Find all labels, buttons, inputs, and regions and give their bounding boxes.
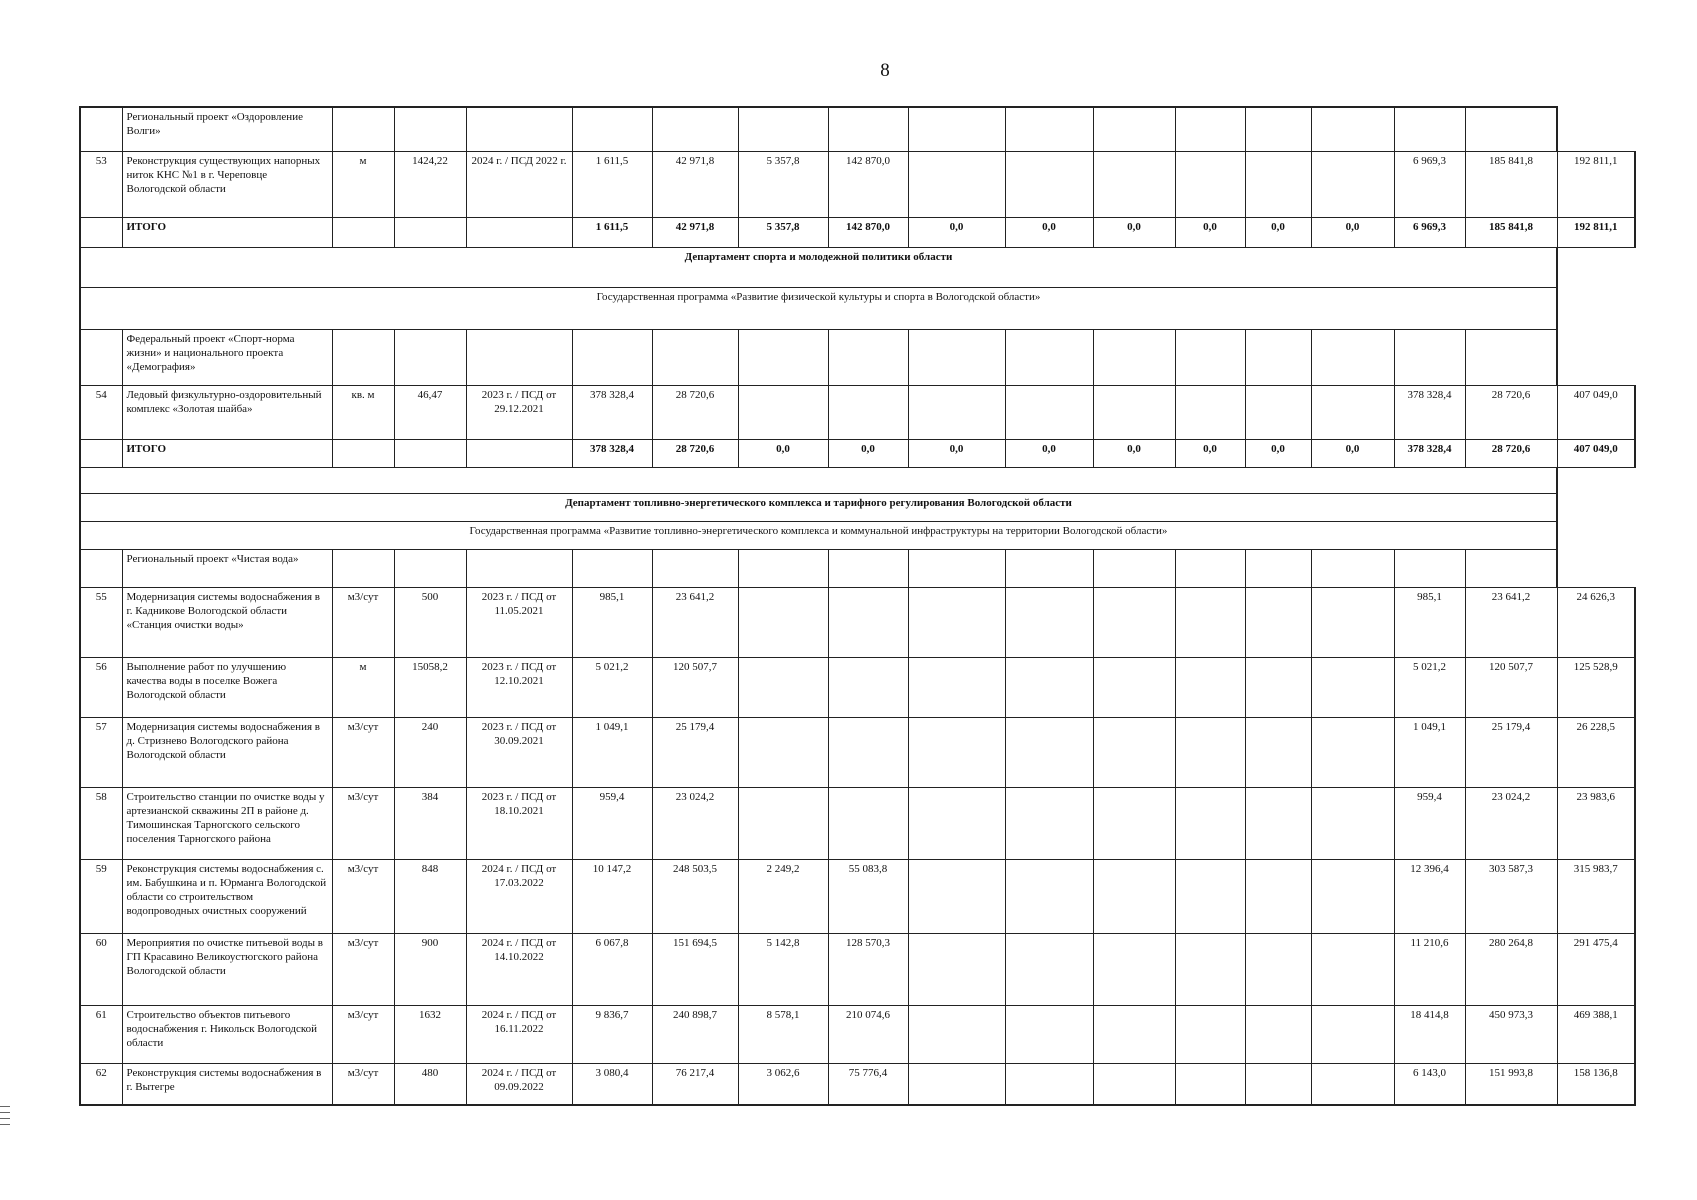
value-cell	[828, 787, 908, 859]
value-cell: 24 626,3	[1557, 587, 1635, 657]
empty-cell	[394, 329, 466, 385]
term-cell: 2023 г. / ПСД от 12.10.2021	[466, 657, 572, 717]
value-cell	[1093, 385, 1175, 439]
value-cell	[1245, 933, 1311, 1005]
value-cell: 151 694,5	[652, 933, 738, 1005]
table-row	[80, 657, 1635, 717]
total-value-cell: 0,0	[1175, 439, 1245, 467]
value-cell	[738, 587, 828, 657]
value-cell	[1311, 151, 1394, 217]
total-value-cell: 192 811,1	[1557, 217, 1635, 247]
row-number-cell: 54	[80, 385, 122, 439]
value-cell: 1 049,1	[572, 717, 652, 787]
total-value-cell: 407 049,0	[1557, 439, 1635, 467]
project-name: Региональный проект «Чистая вода»	[122, 549, 332, 587]
value-cell	[738, 717, 828, 787]
empty-cell	[1311, 329, 1394, 385]
value-cell: 9 836,7	[572, 1005, 652, 1063]
empty-cell	[1175, 549, 1245, 587]
empty-cell	[828, 329, 908, 385]
empty-cell	[332, 329, 394, 385]
value-cell	[1005, 717, 1093, 787]
investment-table	[79, 106, 1636, 1106]
value-cell	[1245, 859, 1311, 933]
value-cell: 25 179,4	[652, 717, 738, 787]
value-cell: 28 720,6	[1465, 385, 1557, 439]
value-cell	[738, 657, 828, 717]
value-cell: 407 049,0	[1557, 385, 1635, 439]
row-number-cell: 58	[80, 787, 122, 859]
term-cell: 2023 г. / ПСД от 18.10.2021	[466, 787, 572, 859]
table-row	[80, 1063, 1635, 1105]
empty-cell	[1394, 329, 1465, 385]
empty-cell	[394, 107, 466, 151]
empty-cell	[1005, 549, 1093, 587]
department-heading: Департамент спорта и молодежной политики области	[80, 247, 1557, 287]
row-number-cell: 62	[80, 1063, 122, 1105]
value-cell: 6 143,0	[1394, 1063, 1465, 1105]
value-cell	[1245, 787, 1311, 859]
value-cell: 1 611,5	[572, 151, 652, 217]
value-cell: 76 217,4	[652, 1063, 738, 1105]
total-value-cell: 0,0	[1311, 217, 1394, 247]
empty-cell	[1311, 107, 1394, 151]
value-cell: 75 776,4	[828, 1063, 908, 1105]
project-name: Федеральный проект «Спорт-норма жизни» и национального проекта «Демография»	[122, 329, 332, 385]
empty-cell	[738, 549, 828, 587]
empty-cell	[1465, 107, 1557, 151]
object-name-cell: Строительство станции по очистке воды у артезианской скважины 2П в районе д. Тимошинская Тарногского сельского поселения Тарногского района	[122, 787, 332, 859]
value-cell	[1311, 933, 1394, 1005]
value-cell	[1093, 787, 1175, 859]
empty-cell	[1245, 329, 1311, 385]
unit-cell: м3/сут	[332, 859, 394, 933]
unit-cell: м3/сут	[332, 933, 394, 1005]
value-cell	[908, 385, 1005, 439]
empty-cell	[908, 549, 1005, 587]
value-cell	[1175, 587, 1245, 657]
capacity-cell: 15058,2	[394, 657, 466, 717]
spacer-row	[80, 467, 1635, 493]
value-cell	[1245, 717, 1311, 787]
empty-cell	[738, 329, 828, 385]
empty-cell	[1394, 549, 1465, 587]
total-value-cell: 0,0	[1005, 217, 1093, 247]
object-name-cell: Строительство объектов питьевого водоснабжения г. Никольск Вологодской области	[122, 1005, 332, 1063]
value-cell	[1005, 385, 1093, 439]
total-value-cell: 0,0	[1093, 217, 1175, 247]
value-cell	[1093, 1005, 1175, 1063]
value-cell	[1175, 1005, 1245, 1063]
total-value-cell: 142 870,0	[828, 217, 908, 247]
program-heading: Государственная программа «Развитие топливно-энергетического комплекса и коммунальной инфраструктуры на территории Вологодской области»	[80, 521, 1557, 549]
value-cell	[1311, 787, 1394, 859]
value-cell	[1093, 859, 1175, 933]
section-banner-row	[80, 521, 1635, 549]
empty-cell	[652, 549, 738, 587]
empty-cell	[1175, 107, 1245, 151]
value-cell: 5 021,2	[1394, 657, 1465, 717]
table-row	[80, 1005, 1635, 1063]
value-cell: 3 080,4	[572, 1063, 652, 1105]
capacity-cell: 240	[394, 717, 466, 787]
total-value-cell: 0,0	[1093, 439, 1175, 467]
table-row	[80, 151, 1635, 217]
value-cell	[1175, 859, 1245, 933]
empty-cell	[332, 439, 394, 467]
value-cell	[1311, 717, 1394, 787]
value-cell: 450 973,3	[1465, 1005, 1557, 1063]
capacity-cell: 384	[394, 787, 466, 859]
value-cell	[1245, 1005, 1311, 1063]
unit-cell: м3/сут	[332, 787, 394, 859]
empty-cell	[466, 439, 572, 467]
value-cell	[1245, 385, 1311, 439]
value-cell: 151 993,8	[1465, 1063, 1557, 1105]
total-row	[80, 217, 1635, 247]
total-value-cell: 0,0	[738, 439, 828, 467]
total-value-cell: 378 328,4	[1394, 439, 1465, 467]
table-row	[80, 859, 1635, 933]
empty-cell	[1093, 329, 1175, 385]
value-cell	[1245, 587, 1311, 657]
value-cell	[1175, 933, 1245, 1005]
value-cell: 23 983,6	[1557, 787, 1635, 859]
value-cell: 378 328,4	[1394, 385, 1465, 439]
value-cell	[1311, 385, 1394, 439]
value-cell	[1311, 1005, 1394, 1063]
capacity-cell: 1632	[394, 1005, 466, 1063]
value-cell: 23 024,2	[652, 787, 738, 859]
empty-cell	[332, 549, 394, 587]
value-cell: 120 507,7	[652, 657, 738, 717]
row-number-cell	[80, 439, 122, 467]
value-cell	[1093, 1063, 1175, 1105]
unit-cell: м	[332, 657, 394, 717]
section-banner-row	[80, 287, 1635, 329]
term-cell: 2024 г. / ПСД 2022 г.	[466, 151, 572, 217]
value-cell	[1005, 151, 1093, 217]
term-cell: 2023 г. / ПСД от 30.09.2021	[466, 717, 572, 787]
value-cell	[1175, 717, 1245, 787]
value-cell: 55 083,8	[828, 859, 908, 933]
object-name-cell: Выполнение работ по улучшению качества воды в поселке Вожега Вологодской области	[122, 657, 332, 717]
empty-cell	[908, 329, 1005, 385]
total-label: ИТОГО	[122, 439, 332, 467]
value-cell: 315 983,7	[1557, 859, 1635, 933]
empty-cell	[394, 549, 466, 587]
unit-cell: м3/сут	[332, 717, 394, 787]
value-cell: 291 475,4	[1557, 933, 1635, 1005]
row-number-cell	[80, 549, 122, 587]
total-value-cell: 0,0	[908, 439, 1005, 467]
value-cell: 8 578,1	[738, 1005, 828, 1063]
value-cell	[1005, 587, 1093, 657]
section-banner-row	[80, 493, 1635, 521]
empty-cell	[1005, 329, 1093, 385]
empty-cell	[466, 107, 572, 151]
row-number-cell: 53	[80, 151, 122, 217]
term-cell: 2024 г. / ПСД от 17.03.2022	[466, 859, 572, 933]
unit-cell: м3/сут	[332, 1063, 394, 1105]
value-cell	[1005, 859, 1093, 933]
total-value-cell: 28 720,6	[1465, 439, 1557, 467]
value-cell: 5 357,8	[738, 151, 828, 217]
table-row	[80, 787, 1635, 859]
row-number-cell	[80, 329, 122, 385]
empty-cell	[1465, 329, 1557, 385]
value-cell	[1245, 1063, 1311, 1105]
value-cell: 120 507,7	[1465, 657, 1557, 717]
value-cell: 3 062,6	[738, 1063, 828, 1105]
value-cell: 25 179,4	[1465, 717, 1557, 787]
empty-cell	[1093, 107, 1175, 151]
empty-cell	[652, 329, 738, 385]
empty-cell	[572, 329, 652, 385]
value-cell: 303 587,3	[1465, 859, 1557, 933]
object-name-cell: Ледовый физкультурно-оздоровительный комплекс «Золотая шайба»	[122, 385, 332, 439]
row-number-cell	[80, 217, 122, 247]
row-number-cell: 57	[80, 717, 122, 787]
table-row	[80, 717, 1635, 787]
value-cell	[738, 385, 828, 439]
object-name-cell: Мероприятия по очистке питьевой воды в ГП Красавино Великоустюгского района Вологодской области	[122, 933, 332, 1005]
term-cell: 2024 г. / ПСД от 16.11.2022	[466, 1005, 572, 1063]
value-cell: 248 503,5	[652, 859, 738, 933]
value-cell	[1093, 717, 1175, 787]
value-cell	[908, 587, 1005, 657]
unit-cell: кв. м	[332, 385, 394, 439]
value-cell: 23 641,2	[1465, 587, 1557, 657]
object-name-cell: Реконструкция системы водоснабжения в г. Вытегре	[122, 1063, 332, 1105]
value-cell: 192 811,1	[1557, 151, 1635, 217]
project-row	[80, 549, 1635, 587]
value-cell: 985,1	[572, 587, 652, 657]
total-value-cell: 378 328,4	[572, 439, 652, 467]
empty-cell	[1093, 549, 1175, 587]
value-cell	[908, 787, 1005, 859]
value-cell: 18 414,8	[1394, 1005, 1465, 1063]
value-cell	[1175, 385, 1245, 439]
row-number-cell: 59	[80, 859, 122, 933]
value-cell	[1175, 787, 1245, 859]
value-cell	[828, 657, 908, 717]
capacity-cell: 848	[394, 859, 466, 933]
object-name-cell: Реконструкция системы водоснабжения с. им. Бабушкина и п. Юрманга Вологодской области со строительством водопроводных очистных сооружений	[122, 859, 332, 933]
value-cell: 5 142,8	[738, 933, 828, 1005]
value-cell	[1093, 151, 1175, 217]
value-cell: 142 870,0	[828, 151, 908, 217]
row-number-cell: 60	[80, 933, 122, 1005]
value-cell	[1175, 1063, 1245, 1105]
value-cell: 959,4	[1394, 787, 1465, 859]
capacity-cell: 500	[394, 587, 466, 657]
empty-cell	[1465, 549, 1557, 587]
value-cell: 2 249,2	[738, 859, 828, 933]
value-cell	[1245, 657, 1311, 717]
value-cell: 378 328,4	[572, 385, 652, 439]
total-value-cell: 42 971,8	[652, 217, 738, 247]
term-cell: 2024 г. / ПСД от 09.09.2022	[466, 1063, 572, 1105]
row-number-cell	[80, 107, 122, 151]
empty-cell	[332, 107, 394, 151]
value-cell: 23 024,2	[1465, 787, 1557, 859]
value-cell	[908, 933, 1005, 1005]
empty-cell	[1245, 549, 1311, 587]
value-cell	[828, 587, 908, 657]
value-cell: 6 969,3	[1394, 151, 1465, 217]
total-value-cell: 1 611,5	[572, 217, 652, 247]
capacity-cell: 480	[394, 1063, 466, 1105]
unit-cell: м	[332, 151, 394, 217]
value-cell	[908, 657, 1005, 717]
value-cell: 280 264,8	[1465, 933, 1557, 1005]
value-cell	[1245, 151, 1311, 217]
value-cell: 5 021,2	[572, 657, 652, 717]
project-row	[80, 107, 1635, 151]
program-heading: Государственная программа «Развитие физической культуры и спорта в Вологодской области»	[80, 287, 1557, 329]
empty-cell	[80, 467, 1557, 493]
table-row	[80, 933, 1635, 1005]
total-value-cell: 0,0	[1005, 439, 1093, 467]
term-cell: 2023 г. / ПСД от 29.12.2021	[466, 385, 572, 439]
empty-cell	[572, 549, 652, 587]
empty-cell	[466, 329, 572, 385]
value-cell: 26 228,5	[1557, 717, 1635, 787]
empty-cell	[466, 217, 572, 247]
value-cell	[738, 787, 828, 859]
page-number: 8	[880, 60, 890, 81]
total-value-cell: 0,0	[1245, 439, 1311, 467]
value-cell	[1005, 1063, 1093, 1105]
value-cell: 10 147,2	[572, 859, 652, 933]
value-cell: 1 049,1	[1394, 717, 1465, 787]
empty-cell	[572, 107, 652, 151]
total-value-cell: 5 357,8	[738, 217, 828, 247]
total-value-cell: 0,0	[908, 217, 1005, 247]
value-cell: 11 210,6	[1394, 933, 1465, 1005]
table-row	[80, 385, 1635, 439]
value-cell	[908, 859, 1005, 933]
empty-cell	[738, 107, 828, 151]
capacity-cell: 46,47	[394, 385, 466, 439]
total-row	[80, 439, 1635, 467]
project-row	[80, 329, 1635, 385]
row-number-cell: 61	[80, 1005, 122, 1063]
value-cell: 959,4	[572, 787, 652, 859]
value-cell: 6 067,8	[572, 933, 652, 1005]
empty-cell	[332, 217, 394, 247]
value-cell: 469 388,1	[1557, 1005, 1635, 1063]
object-name-cell: Модернизация системы водоснабжения в д. Стризнево Вологодского района Вологодской области	[122, 717, 332, 787]
value-cell	[1311, 587, 1394, 657]
total-value-cell: 0,0	[1175, 217, 1245, 247]
value-cell	[1175, 657, 1245, 717]
value-cell	[1311, 1063, 1394, 1105]
total-value-cell: 0,0	[1245, 217, 1311, 247]
section-banner-row	[80, 247, 1635, 287]
value-cell: 185 841,8	[1465, 151, 1557, 217]
value-cell	[1311, 859, 1394, 933]
value-cell: 42 971,8	[652, 151, 738, 217]
table-body	[80, 107, 1635, 1105]
object-name-cell: Модернизация системы водоснабжения в г. Кадникове Вологодской области «Станция очистки воды»	[122, 587, 332, 657]
value-cell	[828, 717, 908, 787]
value-cell: 125 528,9	[1557, 657, 1635, 717]
row-number-cell: 55	[80, 587, 122, 657]
row-number-cell: 56	[80, 657, 122, 717]
value-cell: 23 641,2	[652, 587, 738, 657]
empty-cell	[652, 107, 738, 151]
value-cell: 240 898,7	[652, 1005, 738, 1063]
value-cell	[1311, 657, 1394, 717]
empty-cell	[1394, 107, 1465, 151]
value-cell	[1005, 1005, 1093, 1063]
total-value-cell: 185 841,8	[1465, 217, 1557, 247]
empty-cell	[908, 107, 1005, 151]
term-cell: 2024 г. / ПСД от 14.10.2022	[466, 933, 572, 1005]
value-cell	[908, 151, 1005, 217]
value-cell	[1005, 657, 1093, 717]
empty-cell	[394, 217, 466, 247]
unit-cell: м3/сут	[332, 1005, 394, 1063]
project-name: Региональный проект «Оздоровление Волги»	[122, 107, 332, 151]
value-cell: 210 074,6	[828, 1005, 908, 1063]
empty-cell	[1175, 329, 1245, 385]
table-row	[80, 587, 1635, 657]
empty-cell	[1005, 107, 1093, 151]
value-cell	[828, 385, 908, 439]
unit-cell: м3/сут	[332, 587, 394, 657]
term-cell: 2023 г. / ПСД от 11.05.2021	[466, 587, 572, 657]
value-cell	[1175, 151, 1245, 217]
total-label: ИТОГО	[122, 217, 332, 247]
value-cell	[1005, 787, 1093, 859]
empty-cell	[1245, 107, 1311, 151]
total-value-cell: 0,0	[828, 439, 908, 467]
empty-cell	[466, 549, 572, 587]
value-cell: 128 570,3	[828, 933, 908, 1005]
object-name-cell: Реконструкция существующих напорных ниток КНС №1 в г. Череповце Вологодской области	[122, 151, 332, 217]
empty-cell	[1311, 549, 1394, 587]
empty-cell	[828, 107, 908, 151]
value-cell	[1093, 587, 1175, 657]
capacity-cell: 900	[394, 933, 466, 1005]
empty-cell	[394, 439, 466, 467]
value-cell: 985,1	[1394, 587, 1465, 657]
empty-cell	[828, 549, 908, 587]
department-heading: Департамент топливно-энергетического комплекса и тарифного регулирования Вологодской области	[80, 493, 1557, 521]
value-cell	[1093, 657, 1175, 717]
value-cell	[1005, 933, 1093, 1005]
total-value-cell: 28 720,6	[652, 439, 738, 467]
value-cell: 28 720,6	[652, 385, 738, 439]
total-value-cell: 6 969,3	[1394, 217, 1465, 247]
value-cell	[908, 717, 1005, 787]
capacity-cell: 1424,22	[394, 151, 466, 217]
value-cell: 12 396,4	[1394, 859, 1465, 933]
total-value-cell: 0,0	[1311, 439, 1394, 467]
value-cell: 158 136,8	[1557, 1063, 1635, 1105]
value-cell	[1093, 933, 1175, 1005]
value-cell	[908, 1005, 1005, 1063]
value-cell	[908, 1063, 1005, 1105]
